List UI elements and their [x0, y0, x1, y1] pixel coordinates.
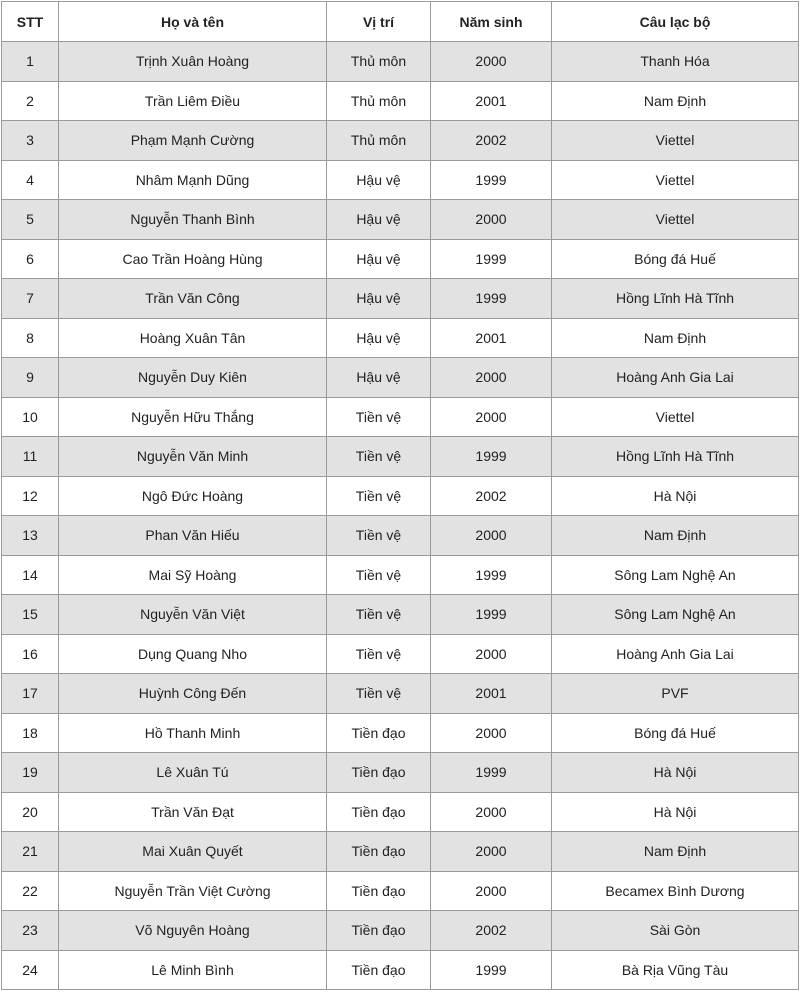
table-row [2, 160, 799, 200]
cell-position: Tiền đạo [327, 871, 431, 911]
cell-full-name: Phan Văn Hiếu [59, 516, 327, 556]
cell-birth-year: 2000 [431, 358, 552, 398]
cell-position: Hậu vệ [327, 358, 431, 398]
header-stt: STT [2, 2, 59, 42]
cell-club: Hoàng Anh Gia Lai [552, 358, 799, 398]
header-club: Câu lạc bộ [552, 2, 799, 42]
cell-full-name: Nguyễn Duy Kiên [59, 358, 327, 398]
cell-stt: 21 [2, 832, 59, 872]
cell-birth-year: 2002 [431, 911, 552, 951]
cell-full-name: Võ Nguyên Hoàng [59, 911, 327, 951]
cell-full-name: Nguyễn Văn Minh [59, 437, 327, 477]
cell-birth-year: 2000 [431, 634, 552, 674]
cell-birth-year: 2000 [431, 42, 552, 82]
cell-stt: 12 [2, 476, 59, 516]
cell-club: Hồng Lĩnh Hà Tĩnh [552, 437, 799, 477]
cell-stt: 11 [2, 437, 59, 477]
table-row [2, 634, 799, 674]
cell-full-name: Trần Văn Công [59, 279, 327, 319]
cell-full-name: Mai Sỹ Hoàng [59, 555, 327, 595]
cell-full-name: Nhâm Mạnh Dũng [59, 160, 327, 200]
table-row [2, 832, 799, 872]
cell-position: Tiền vệ [327, 595, 431, 635]
cell-full-name: Hoàng Xuân Tân [59, 318, 327, 358]
table-row [2, 81, 799, 121]
cell-club: Hà Nội [552, 476, 799, 516]
cell-full-name: Cao Trần Hoàng Hùng [59, 239, 327, 279]
cell-position: Tiền đạo [327, 911, 431, 951]
cell-club: Hà Nội [552, 753, 799, 793]
cell-club: Sông Lam Nghệ An [552, 555, 799, 595]
cell-full-name: Lê Minh Bình [59, 950, 327, 990]
cell-position: Hậu vệ [327, 318, 431, 358]
cell-position: Tiền vệ [327, 674, 431, 714]
cell-birth-year: 2000 [431, 516, 552, 556]
cell-stt: 15 [2, 595, 59, 635]
cell-club: Hoàng Anh Gia Lai [552, 634, 799, 674]
table-row [2, 239, 799, 279]
table-row [2, 121, 799, 161]
cell-position: Hậu vệ [327, 160, 431, 200]
cell-birth-year: 1999 [431, 753, 552, 793]
cell-stt: 10 [2, 397, 59, 437]
table-row [2, 476, 799, 516]
cell-club: Viettel [552, 200, 799, 240]
cell-stt: 1 [2, 42, 59, 82]
cell-birth-year: 2001 [431, 674, 552, 714]
cell-stt: 23 [2, 911, 59, 951]
header-birth-year: Năm sinh [431, 2, 552, 42]
cell-club: Nam Định [552, 318, 799, 358]
cell-stt: 4 [2, 160, 59, 200]
table-row [2, 555, 799, 595]
table-row [2, 358, 799, 398]
cell-stt: 7 [2, 279, 59, 319]
table-row [2, 595, 799, 635]
cell-position: Hậu vệ [327, 200, 431, 240]
cell-full-name: Hồ Thanh Minh [59, 713, 327, 753]
table-row [2, 397, 799, 437]
cell-club: Bóng đá Huế [552, 239, 799, 279]
table-body [2, 42, 799, 990]
cell-club: Sông Lam Nghệ An [552, 595, 799, 635]
table-row [2, 437, 799, 477]
cell-full-name: Nguyễn Hữu Thắng [59, 397, 327, 437]
table-row [2, 42, 799, 82]
cell-stt: 16 [2, 634, 59, 674]
header-row [2, 2, 799, 42]
cell-club: Nam Định [552, 832, 799, 872]
cell-stt: 18 [2, 713, 59, 753]
cell-full-name: Mai Xuân Quyết [59, 832, 327, 872]
table-row [2, 674, 799, 714]
cell-full-name: Nguyễn Trần Việt Cường [59, 871, 327, 911]
cell-full-name: Dụng Quang Nho [59, 634, 327, 674]
cell-position: Thủ môn [327, 121, 431, 161]
cell-club: Hà Nội [552, 792, 799, 832]
cell-full-name: Nguyễn Văn Việt [59, 595, 327, 635]
cell-stt: 24 [2, 950, 59, 990]
cell-position: Tiền đạo [327, 753, 431, 793]
table-row [2, 911, 799, 951]
cell-birth-year: 1999 [431, 595, 552, 635]
cell-full-name: Trần Liêm Điều [59, 81, 327, 121]
cell-position: Tiền đạo [327, 832, 431, 872]
cell-full-name: Lê Xuân Tú [59, 753, 327, 793]
cell-birth-year: 2002 [431, 476, 552, 516]
cell-position: Thủ môn [327, 81, 431, 121]
table-row [2, 792, 799, 832]
cell-stt: 6 [2, 239, 59, 279]
cell-position: Hậu vệ [327, 239, 431, 279]
cell-position: Tiền vệ [327, 555, 431, 595]
cell-club: Viettel [552, 397, 799, 437]
cell-birth-year: 1999 [431, 437, 552, 477]
cell-stt: 8 [2, 318, 59, 358]
cell-stt: 20 [2, 792, 59, 832]
table-header [2, 2, 799, 42]
cell-birth-year: 2000 [431, 792, 552, 832]
cell-position: Hậu vệ [327, 279, 431, 319]
cell-club: PVF [552, 674, 799, 714]
cell-position: Tiền đạo [327, 792, 431, 832]
cell-position: Tiền vệ [327, 516, 431, 556]
cell-stt: 22 [2, 871, 59, 911]
table-row [2, 279, 799, 319]
cell-club: Nam Định [552, 516, 799, 556]
cell-position: Tiền vệ [327, 397, 431, 437]
cell-club: Viettel [552, 121, 799, 161]
cell-club: Viettel [552, 160, 799, 200]
cell-stt: 3 [2, 121, 59, 161]
cell-birth-year: 1999 [431, 279, 552, 319]
cell-position: Tiền vệ [327, 634, 431, 674]
cell-birth-year: 2000 [431, 397, 552, 437]
cell-position: Tiền vệ [327, 476, 431, 516]
cell-position: Tiền vệ [327, 437, 431, 477]
cell-birth-year: 1999 [431, 160, 552, 200]
cell-full-name: Phạm Mạnh Cường [59, 121, 327, 161]
cell-stt: 14 [2, 555, 59, 595]
cell-club: Bóng đá Huế [552, 713, 799, 753]
cell-stt: 2 [2, 81, 59, 121]
cell-stt: 5 [2, 200, 59, 240]
cell-birth-year: 2000 [431, 832, 552, 872]
cell-club: Becamex Bình Dương [552, 871, 799, 911]
cell-birth-year: 2000 [431, 871, 552, 911]
cell-birth-year: 1999 [431, 555, 552, 595]
cell-birth-year: 2001 [431, 81, 552, 121]
cell-club: Thanh Hóa [552, 42, 799, 82]
cell-birth-year: 2002 [431, 121, 552, 161]
cell-birth-year: 1999 [431, 239, 552, 279]
cell-club: Hồng Lĩnh Hà Tĩnh [552, 279, 799, 319]
cell-full-name: Trịnh Xuân Hoàng [59, 42, 327, 82]
cell-club: Bà Rịa Vũng Tàu [552, 950, 799, 990]
table-row [2, 713, 799, 753]
cell-full-name: Nguyễn Thanh Bình [59, 200, 327, 240]
cell-stt: 17 [2, 674, 59, 714]
cell-position: Tiền đạo [327, 950, 431, 990]
player-roster-table [1, 1, 799, 990]
table-row [2, 516, 799, 556]
cell-birth-year: 2000 [431, 713, 552, 753]
cell-club: Sài Gòn [552, 911, 799, 951]
table-row [2, 318, 799, 358]
cell-full-name: Huỳnh Công Đến [59, 674, 327, 714]
cell-full-name: Trần Văn Đạt [59, 792, 327, 832]
cell-club: Nam Định [552, 81, 799, 121]
cell-stt: 13 [2, 516, 59, 556]
cell-position: Thủ môn [327, 42, 431, 82]
table-row [2, 200, 799, 240]
cell-stt: 19 [2, 753, 59, 793]
cell-position: Tiền đạo [327, 713, 431, 753]
header-full-name: Họ và tên [59, 2, 327, 42]
cell-birth-year: 1999 [431, 950, 552, 990]
cell-birth-year: 2000 [431, 200, 552, 240]
cell-full-name: Ngô Đức Hoàng [59, 476, 327, 516]
cell-birth-year: 2001 [431, 318, 552, 358]
table-row [2, 753, 799, 793]
header-position: Vị trí [327, 2, 431, 42]
table-row [2, 871, 799, 911]
table-row [2, 950, 799, 990]
cell-stt: 9 [2, 358, 59, 398]
